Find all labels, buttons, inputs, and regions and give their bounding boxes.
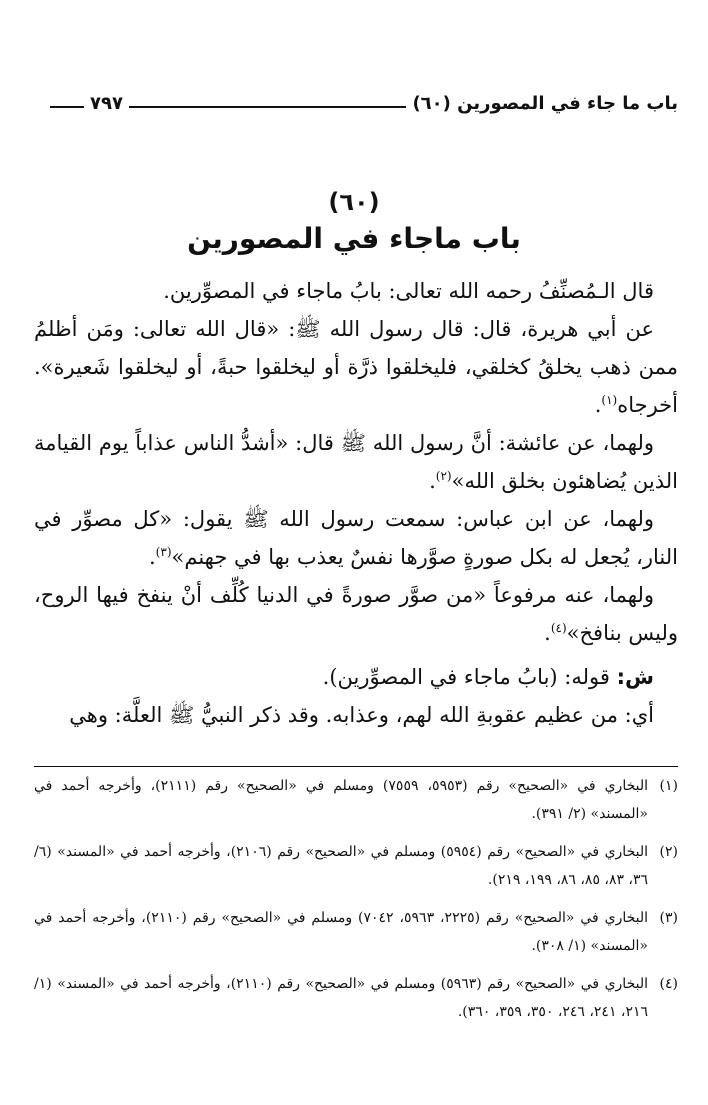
sharh-mark: ش: <box>616 665 654 689</box>
footnote-ref[interactable]: (٣) <box>155 545 172 559</box>
footnote-number: (١) <box>659 778 678 794</box>
paragraph-tail: . <box>148 545 156 569</box>
paragraph-tail: . <box>429 469 436 493</box>
chapter-number: (٦٠) <box>328 188 380 216</box>
footnote-number: (٣) <box>659 910 678 926</box>
paragraph-text: ولهما، عن عائشة: أنَّ رسول الله ﷺ قال: «أشدُّ الناس عذاباً يوم القيامة الذين يُضاهئون بخلق الله» <box>34 431 678 493</box>
running-header-title: باب ما جاء في المصورين (٦٠) <box>412 93 678 114</box>
paragraph-hadith-2 <box>34 424 678 500</box>
running-header <box>50 86 678 116</box>
paragraph-hadith-1 <box>34 310 678 424</box>
paragraph-hadith-4 <box>34 576 678 652</box>
paragraph-tail: . <box>594 393 602 417</box>
footnote-text: البخاري في «الصحيح» رقم (٢٢٢٥، ٥٩٦٣، ٧٠٤٢) ومسلم في «الصحيح» رقم (٢١١٠)، وأخرجه أحمد في «المسند» (١/ ٣٠٨). <box>34 910 649 954</box>
paragraph-hadith-3 <box>34 500 678 576</box>
footnote-ref[interactable]: (٢) <box>435 469 452 483</box>
footnote-item <box>34 772 678 828</box>
footnote-number: (٤) <box>659 976 678 992</box>
page-number: ٧٩٧ <box>90 93 123 114</box>
sharh-paragraph <box>34 696 678 734</box>
sharh-line: قوله: (بابُ ماجاء في المصوِّرين). <box>322 665 610 689</box>
paragraph-text: ولهما، عن ابن عباس: سمعت رسول الله ﷺ يقول: «كل مصوِّر في النار، يُجعل له بكل صورةٍ صوَّرها نفسٌ يعذب بها في جهنم» <box>34 507 678 569</box>
paragraph-text: قال الـمُصنِّفُ رحمه الله تعالى: بابُ ماجاء في المصوِّرين. <box>163 279 654 303</box>
chapter-title: باب ماجاء في المصورين <box>187 222 521 255</box>
header-rule-tail <box>50 106 84 108</box>
footnote-ref[interactable]: (٤) <box>550 621 567 635</box>
paragraph-text: عن أبي هريرة، قال: قال رسول الله ﷺ: «قال الله تعالى: ومَن أظلمُ ممن ذهب يخلقُ كخلقي، فليخلقوا ذرَّة أو ليخلقوا حبةً، أو ليخلقوا شَعيرة». أخرجاه <box>34 317 678 417</box>
footnote-item <box>34 838 678 894</box>
paragraph-text: ولهما، عنه مرفوعاً «من صوَّر صورةً في الدنيا كُلِّف أنْ ينفخ فيها الروح، وليس بنافخ» <box>34 583 678 645</box>
sharh-line: أي: من عظيم عقوبةِ الله لهم، وعذابه. وقد ذكر النبيُّ ﷺ العلَّة: وهي <box>69 703 654 727</box>
footnote-text: البخاري في «الصحيح» رقم (٥٩٥٣، ٧٥٥٩) ومسلم في «الصحيح» رقم (٢١١١)، وأخرجه أحمد في «المسند» (٢/ ٣٩١). <box>34 778 649 822</box>
footnote-item <box>34 904 678 960</box>
paragraph-intro <box>34 272 678 310</box>
body-text <box>34 272 678 734</box>
footnote-item <box>34 970 678 1026</box>
footnote-text: البخاري في «الصحيح» رقم (٥٩٥٤) ومسلم في «الصحيح» رقم (٢١٠٦)، وأخرجه أحمد في «المسند» (٦/ ٣٦، ٨٣، ٨٥، ٨٦، ١٩٩، ٢١٩). <box>34 844 648 888</box>
header-rule <box>129 106 406 108</box>
paragraph-tail: . <box>544 621 551 645</box>
footnotes <box>34 772 678 1036</box>
sharh-heading <box>34 658 678 696</box>
footnote-ref[interactable]: (١) <box>601 393 618 407</box>
footnote-number: (٢) <box>659 844 678 860</box>
footnote-divider <box>34 766 678 767</box>
footnote-text: البخاري في «الصحيح» رقم (٥٩٦٣) ومسلم في «الصحيح» رقم (٢١١٠)، وأخرجه أحمد في «المسند» (١/ ٢١٦، ٢٤١، ٢٤٦، ٣٥٠، ٣٥٩، ٣٦٠). <box>34 976 648 1020</box>
